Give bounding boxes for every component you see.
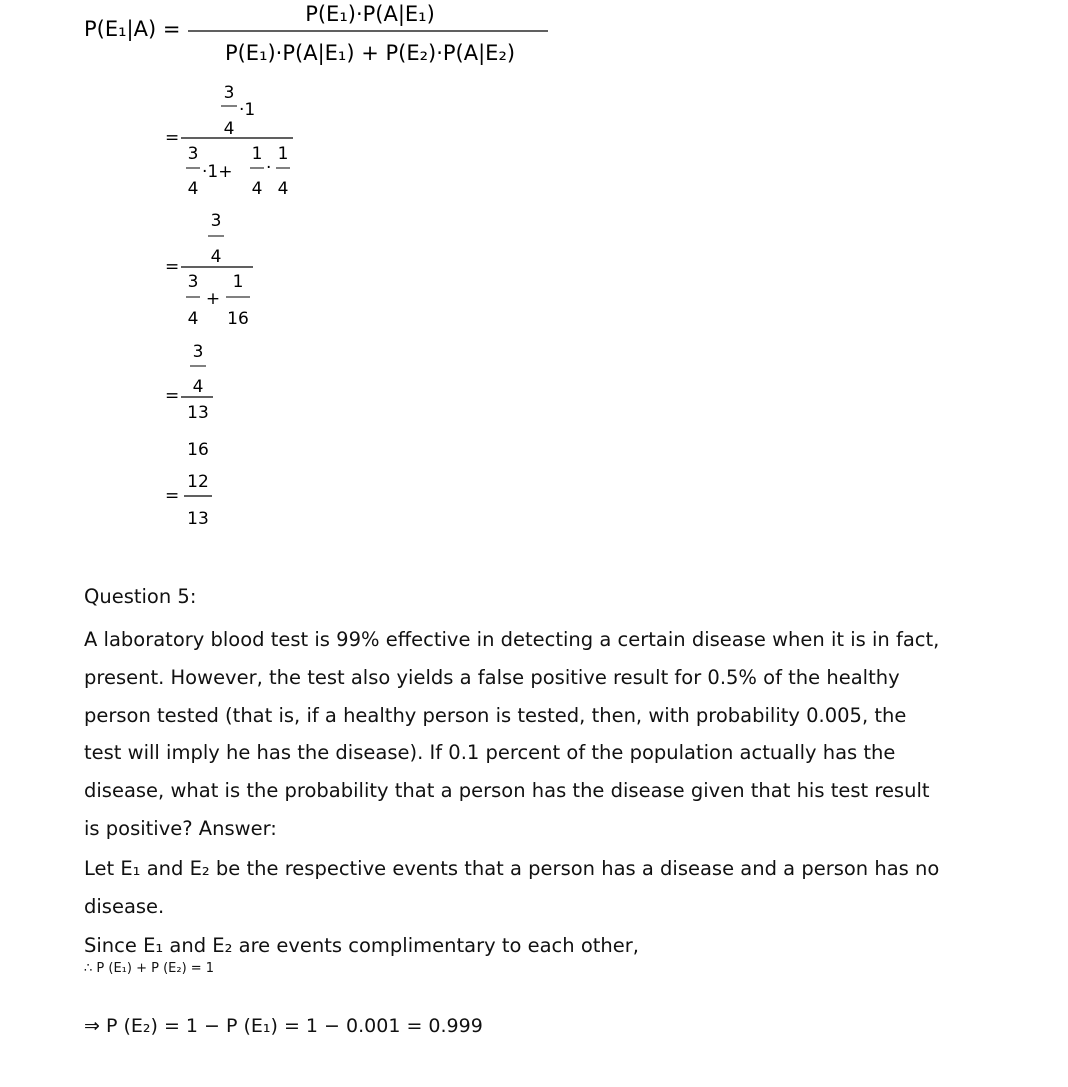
bayes-numerator: P(E₁)·P(A|E₁): [305, 2, 435, 26]
s2-den-frac1-den: 4: [187, 309, 199, 329]
question-line: is positive? Answer:: [84, 817, 277, 840]
s1-den-frac3-den: 4: [277, 179, 289, 199]
s1-den-frac2-den: 4: [251, 179, 263, 199]
question-line: present. However, the test also yields a false positive result for 0.5% of the healthy: [84, 666, 900, 689]
question-line: test will imply he has the disease). If 0.1 percent of the population actually has the: [84, 741, 896, 764]
s1-den-frac1-den: 4: [187, 179, 199, 199]
s1-den-frac2-num: 1: [251, 144, 263, 164]
s2-den-frac2-den: 16: [227, 309, 249, 329]
result-den: 13: [187, 509, 209, 529]
s1-num-tail: ·1: [239, 100, 256, 120]
implies-line: ⇒ P (E₂) = 1 − P (E₁) = 1 − 0.001 = 0.999: [84, 1015, 483, 1037]
s3-num-frac-num: 3: [192, 342, 204, 362]
bayes-denominator: P(E₁)·P(A|E₁) + P(E₂)·P(A|E₂): [224, 41, 516, 65]
s3-den-frac-num: 13: [187, 403, 209, 423]
equals-3: =: [165, 386, 180, 406]
therefore-line: ∴ P (E₁) + P (E₂) = 1: [84, 961, 215, 976]
s1-den-dot: ·: [266, 158, 272, 178]
s2-den-frac2-num: 1: [232, 272, 244, 292]
s2-plus: +: [205, 289, 221, 309]
s3-den-frac-den: 16: [187, 440, 209, 460]
s1-num-frac-num: 3: [223, 83, 235, 103]
equals-4: =: [165, 486, 180, 506]
question-heading: Question 5:: [84, 585, 197, 608]
s1-den-mid: ·1+: [202, 162, 233, 182]
since-line: Since E₁ and E₂ are events complimentary to each other,: [84, 934, 639, 957]
s2-num-frac-num: 3: [210, 211, 222, 231]
s3-num-frac-den: 4: [192, 377, 204, 397]
equals-1: =: [165, 128, 180, 148]
question-line: disease, what is the probability that a person has the disease given that his test result: [84, 779, 930, 802]
s1-den-frac1-num: 3: [187, 144, 199, 164]
s1-den-frac3-num: 1: [277, 144, 289, 164]
answer-line: Let E₁ and E₂ be the respective events that a person has a disease and a person has no: [84, 857, 940, 880]
equals-2: =: [165, 257, 180, 277]
question-line: person tested (that is, if a healthy person is tested, then, with probability 0.005, the: [84, 704, 907, 727]
s2-den-frac1-num: 3: [187, 272, 199, 292]
answer-line: disease.: [84, 895, 165, 918]
lhs: P(E₁|A) =: [84, 17, 181, 41]
s1-num-frac-den: 4: [223, 119, 235, 139]
result-num: 12: [187, 472, 209, 492]
s2-num-frac-den: 4: [210, 247, 222, 267]
question-line: A laboratory blood test is 99% effective in detecting a certain disease when it is in fact,: [84, 628, 940, 651]
